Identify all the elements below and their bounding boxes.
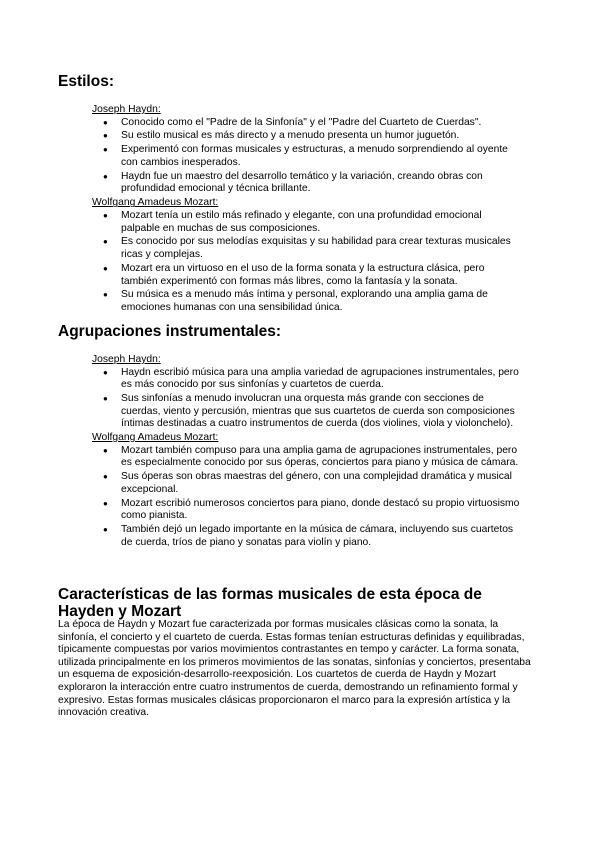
- list-item: ● Conocido como el "Padre de la Sinfonía" y el "Padre del Cuarteto de Cuerdas".: [121, 117, 522, 130]
- list-item: ● Su estilo musical es más directo y a menudo presenta un humor juguetón.: [121, 130, 522, 143]
- list-item: ● Haydn escribió música para una amplia variedad de agrupaciones instrumentales, pero es más conocido por sus sinfonías y cuartetos de cuerda.: [121, 367, 522, 392]
- list-item: ● Sus óperas son obras maestras del género, con una complejidad dramática y musical excepcional.: [121, 471, 522, 496]
- mozart-ensemble-list: [92, 445, 522, 550]
- section-title-agrupaciones: Agrupaciones instrumentales:: [58, 323, 282, 340]
- composer-heading-haydn: Joseph Haydn:: [92, 104, 161, 115]
- caracteristicas-paragraph: La época de Haydn y Mozart fue caracterizada por formas musicales clásicas como la sonata, la sinfonía, el concierto y el cuarteto de cuerda. Estas formas tenían estructuras definidas y equilibradas, típicamente compuestas por varios movimientos contrastantes en tempo y carácter. La forma sonata, utilizada principalmente en los primeros movimientos de las sonatas, sinfonías y conciertos, presentaba un esquema de exposición-desarrollo-reexposición. Los cuartetos de cuerda de Haydn y Mozart exploraron la interacción entre cuatro instrumentos de cuerda, demostrando un refinamiento formal y expresivo. Estas formas musicales clásicas proporcionaron el marco para la expresión artística y la innovación creativa.: [58, 619, 531, 719]
- composer-heading-mozart: Wolfgang Amadeus Mozart:: [92, 197, 219, 209]
- list-item: ● Mozart también compuso para una amplia gama de agrupaciones instrumentales, pero es especialmente conocido por sus óperas, conciertos para piano y música de cámara.: [121, 445, 522, 470]
- haydn-ensemble-list: [92, 367, 522, 431]
- section-title-caracteristicas: Características de las formas musicales de esta época de Hayden y Mozart: [58, 586, 482, 620]
- list-item: ● Mozart era un virtuoso en el uso de la forma sonata y la estructura clásica, pero también experimentó con formas más libres, como la fantasía y la sonata.: [121, 263, 522, 288]
- composer-heading-mozart: Wolfgang Amadeus Mozart:: [92, 432, 219, 444]
- agrupaciones-content: [92, 354, 522, 551]
- haydn-style-list: [92, 117, 522, 196]
- list-item: ● Mozart escribió numerosos conciertos para piano, donde destacó su propio virtuosismo como pianista.: [121, 498, 522, 523]
- list-item: ● Su música es a menudo más íntima y personal, explorando una amplia gama de emociones humanas con una sensibilidad única.: [121, 289, 522, 314]
- list-item: ● Sus sinfonías a menudo involucran una orquesta más grande con secciones de cuerdas, viento y percusión, mientras que sus cuartetos de cuerda son composiciones íntimas destinadas a cuatro instrumentos de cuerda (dos violines, viola y violonchelo).: [121, 393, 522, 431]
- list-item: ● También dejó un legado importante en la música de cámara, incluyendo sus cuartetos de cuerda, tríos de piano y sonatas para violín y piano.: [121, 524, 522, 549]
- list-item: ● Mozart tenía un estilo más refinado y elegante, con una profundidad emocional palpable en muchas de sus composiciones.: [121, 210, 522, 235]
- estilos-content: [92, 104, 522, 316]
- list-item: ● Es conocido por sus melodías exquisitas y su habilidad para crear texturas musicales ricas y complejas.: [121, 236, 522, 261]
- mozart-style-list: [92, 210, 522, 315]
- section-title-estilos: Estilos:: [58, 73, 114, 90]
- composer-heading-haydn: Joseph Haydn:: [92, 354, 161, 365]
- list-item: ● Experimentó con formas musicales y estructuras, a menudo sorprendiendo al oyente con cambios inesperados.: [121, 144, 522, 169]
- list-item: ● Haydn fue un maestro del desarrollo temático y la variación, creando obras con profundidad emocional y técnica brillante.: [121, 171, 522, 196]
